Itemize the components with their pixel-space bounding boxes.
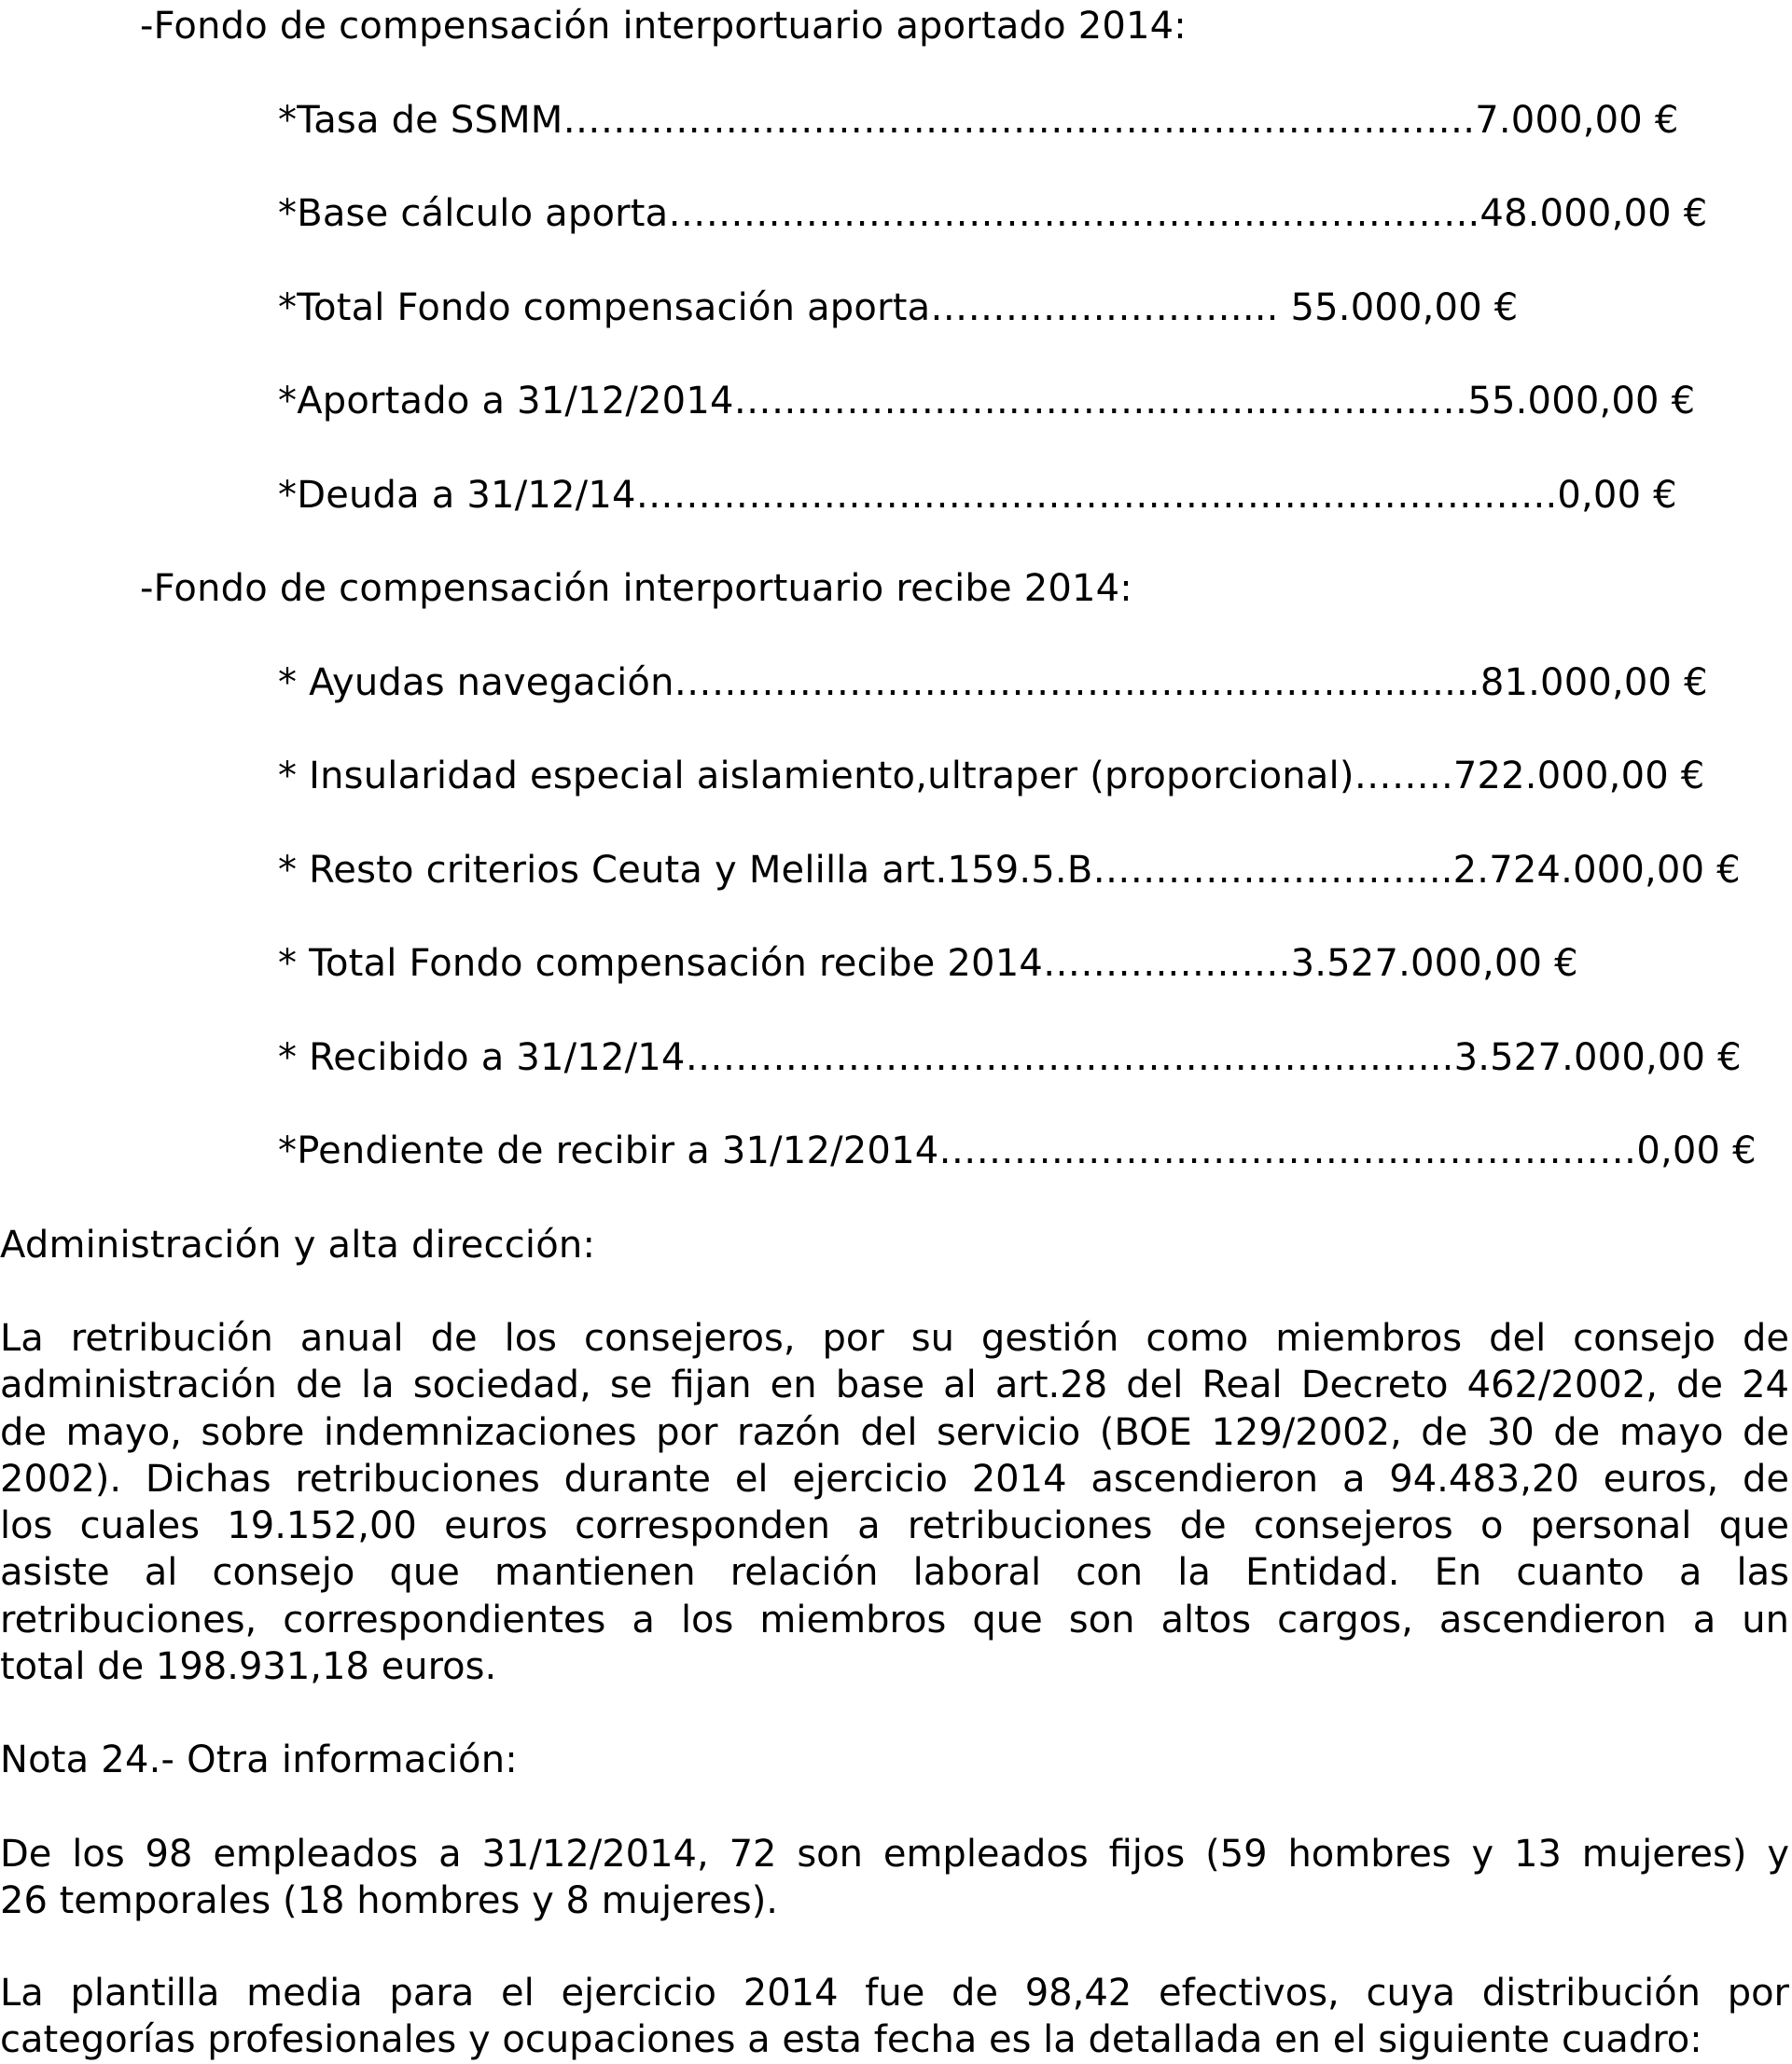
paragraph-line: categorías profesionales y ocupaciones a esta fecha es la detallada en el siguiente cuadro: [0,2018,1702,2062]
admin-heading: Administración y alta dirección: [0,1224,596,1267]
paragraph-line: La plantilla media para el ejercicio 2014 fue de 98,42 efectivos, cuya distribución por [0,1972,1789,2015]
line-item-resto-criterios: * Resto criterios Ceuta y Melilla art.159.5.B…………………….....2.724.000,00 € [278,849,1741,892]
line-item-deuda: *Deuda a 31/12/14………………………….……………..….……………..…..0,00 € [278,474,1677,517]
nota24-heading: Nota 24.- Otra información: [0,1738,518,1781]
section-heading-aporta: -Fondo de compensación interportuario aportado 2014: [140,5,1187,48]
line-item-total-recibe: * Total Fondo compensación recibe 2014………..…..….3.527.000,00 € [278,942,1578,985]
line-item-insularidad: * Insularidad especial aislamiento,ultraper (proporcional)……..722.000,00 € [278,755,1705,797]
section-heading-recibe: -Fondo de compensación interportuario recibe 2014: [140,567,1132,610]
paragraph-line: total de 198.931,18 euros. [0,1645,497,1689]
paragraph-line: De los 98 empleados a 31/12/2014, 72 son empleados fijos (59 hombres y 13 mujeres) y [0,1833,1789,1876]
paragraph-line: 26 temporales (18 hombres y 8 mujeres). [0,1879,779,1923]
employees-paragraph [0,1831,1789,1925]
paragraph-line: La retribución anual de los consejeros, por su gestión como miembros del consejo de [0,1317,1789,1360]
line-item-ayudas-navegacion: * Ayudas navegación………………………………..……………............81.000,00 € [278,661,1708,704]
line-item-total-aporta: *Total Fondo compensación aporta…………………….... 55.000,00 € [278,286,1519,329]
line-item-tasa-ssmm: *Tasa de SSMM……………………………………………………………….7.000,00 € [278,99,1679,142]
paragraph-line: de mayo, sobre indemnizaciones por razón del servicio (BOE 129/2002, de 30 de mayo de [0,1410,1789,1454]
line-item-recibido: * Recibido a 31/12/14…………………………………….…..…...........3.527.000,00 € [278,1036,1742,1079]
paragraph-line: los cuales 19.152,00 euros corresponden a retribuciones de consejeros o personal que [0,1504,1789,1548]
line-item-pendiente: *Pendiente de recibir a 31/12/2014………..………………….…..………………0,00 € [278,1129,1757,1172]
line-item-base-calculo: *Base cálculo aporta………………………………………………………..48.000,00 € [278,192,1708,235]
line-item-aportado: *Aportado a 31/12/2014…………………..………...……..………….…55.000,00 € [278,380,1696,422]
paragraph-line: 2002). Dichas retribuciones durante el ejercicio 2014 ascendieron a 94.483,20 euros, de [0,1457,1789,1501]
admin-paragraph [0,1315,1789,1690]
paragraph-line: retribuciones, correspondientes a los miembros que son altos cargos, ascendieron a un [0,1598,1789,1642]
paragraph-line: asiste al consejo que mantienen relación laboral con la Entidad. En cuanto a las [0,1551,1789,1595]
plantilla-paragraph [0,1970,1789,2064]
paragraph-line: administración de la sociedad, se fijan en base al art.28 del Real Decreto 462/2002, de 24 [0,1364,1789,1407]
